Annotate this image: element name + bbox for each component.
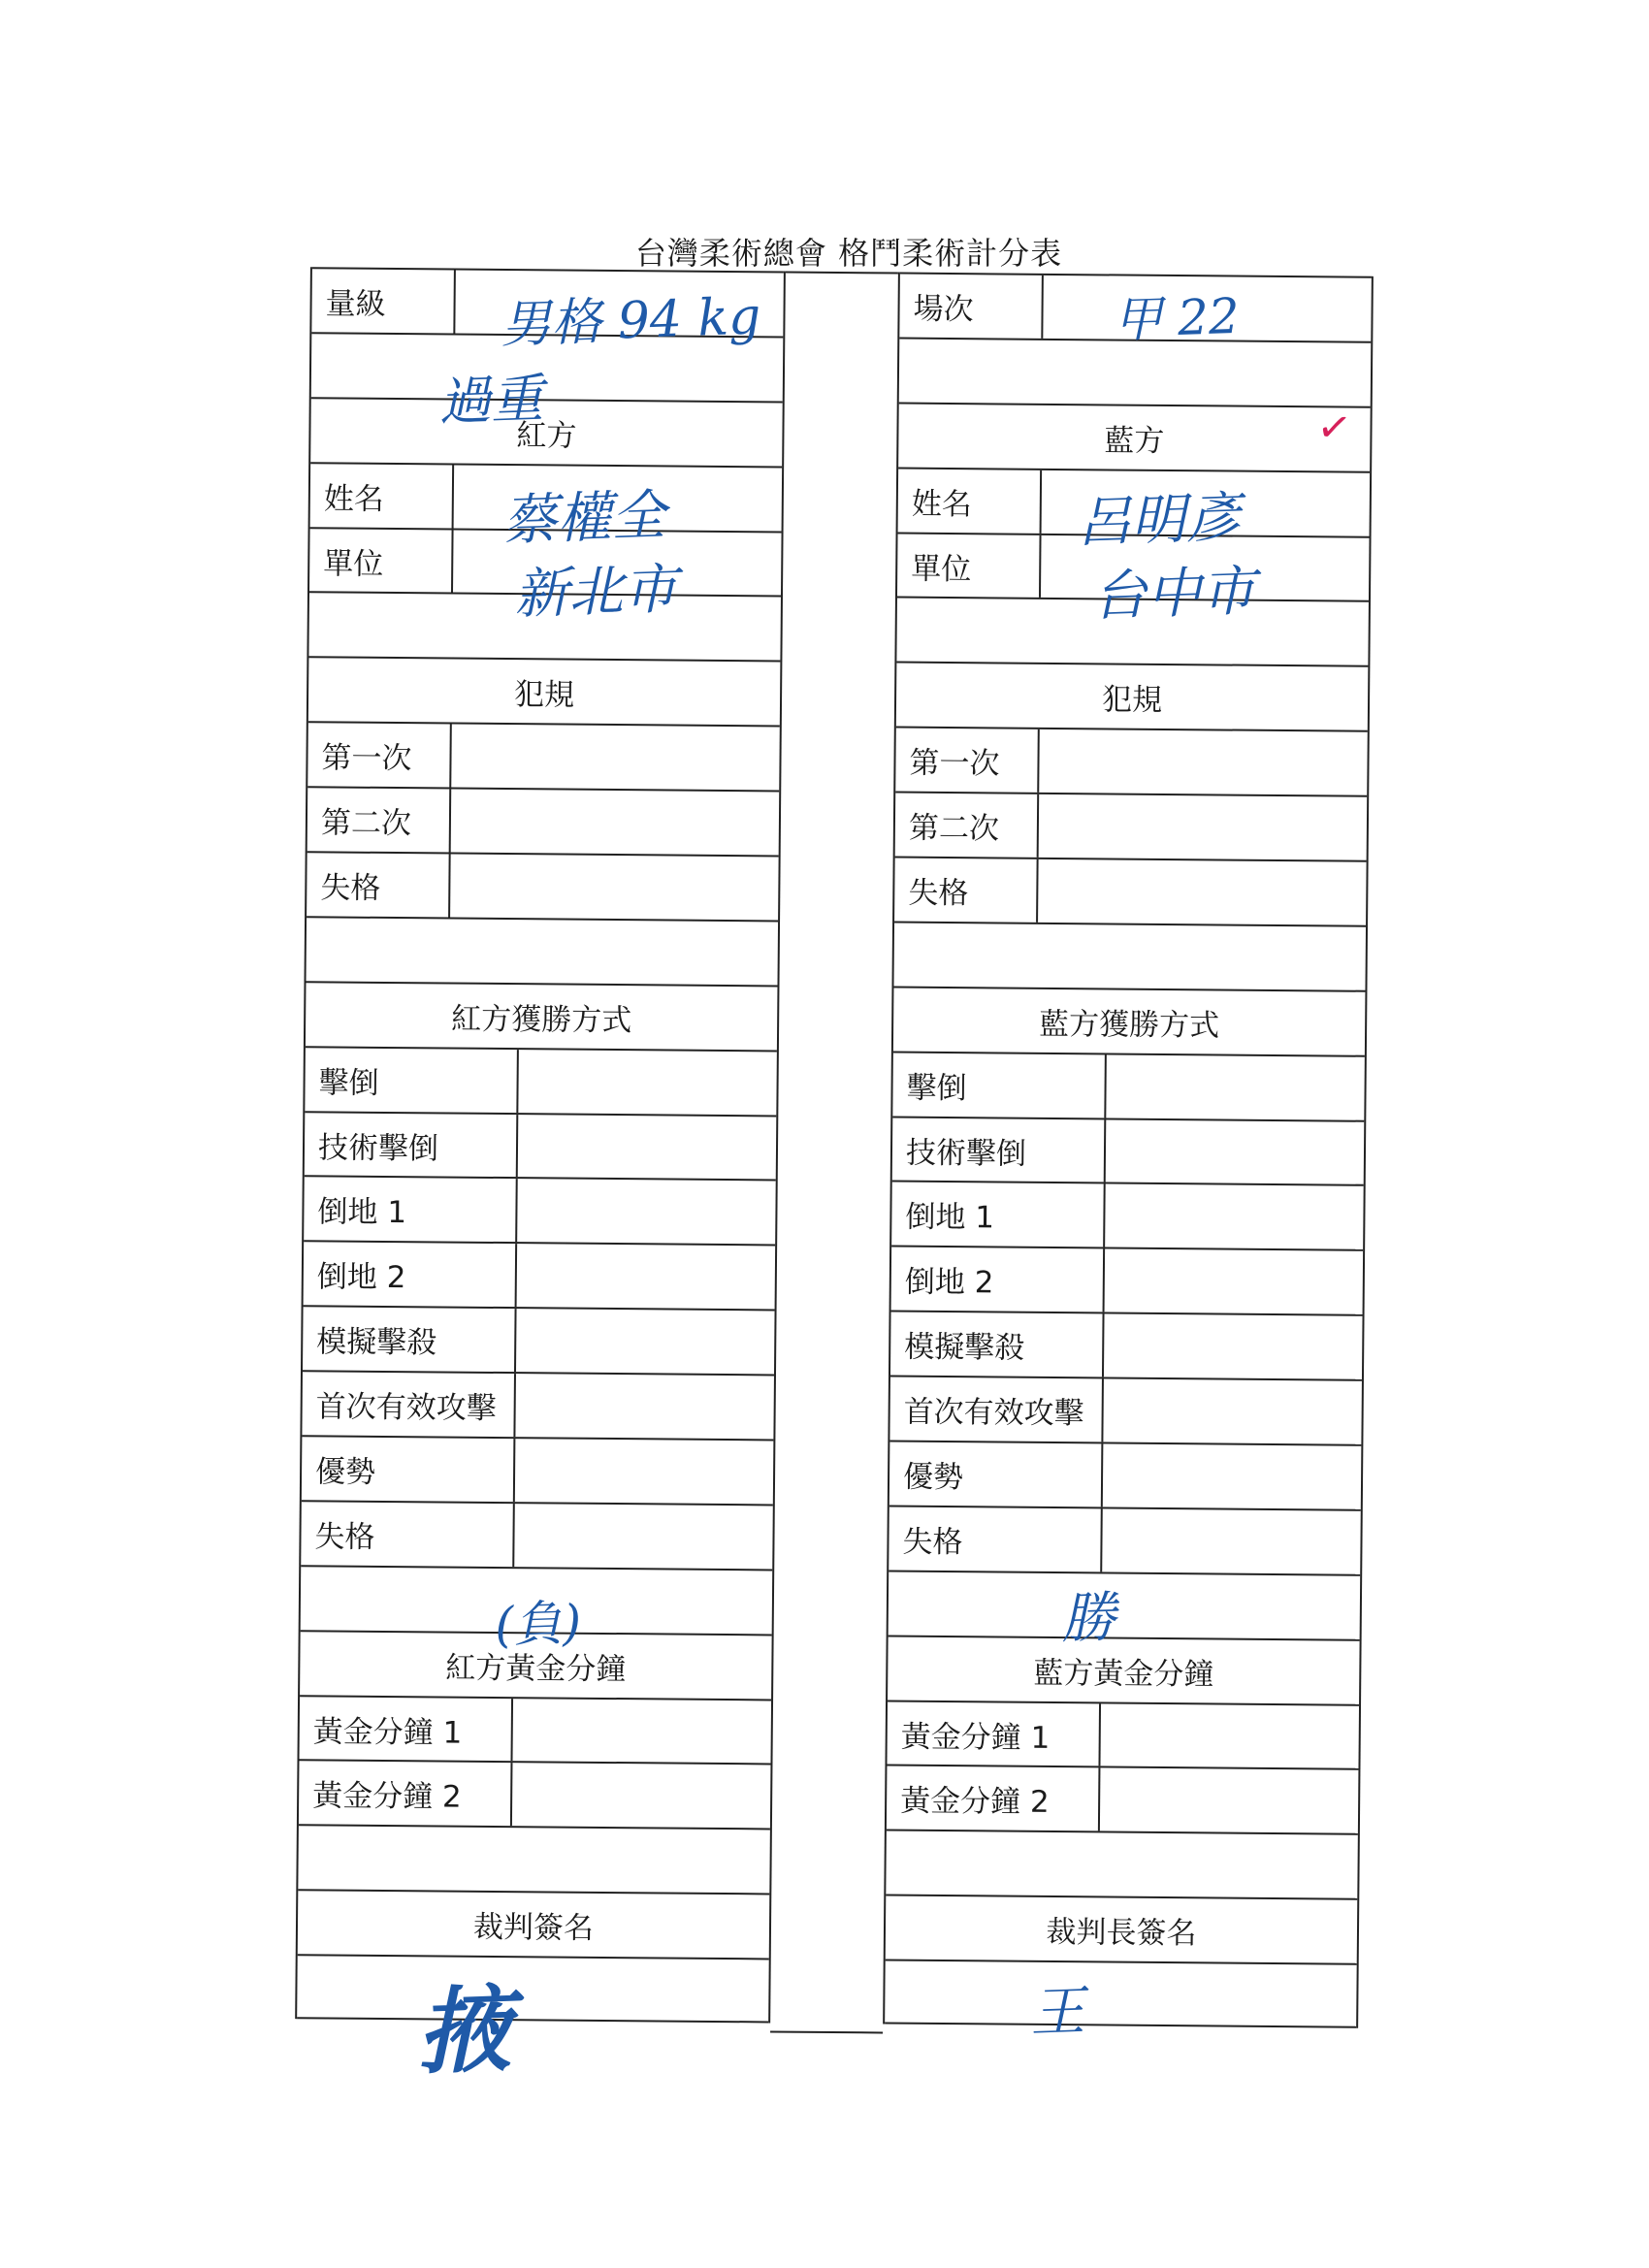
blue-golden-row: [887, 1700, 1359, 1768]
red-golden-field[interactable]: [512, 1764, 771, 1829]
handwritten-weight: 男格 94 kg: [500, 287, 762, 355]
blue-foul-row: [895, 792, 1368, 860]
blue-fouls-header: 犯規: [896, 662, 1369, 730]
foul-label: 第一次: [307, 723, 452, 787]
blue-golden-field[interactable]: [1100, 1703, 1359, 1768]
blue-win-field[interactable]: [1106, 1054, 1365, 1119]
blue-win-row: [891, 1246, 1364, 1314]
blue-foul-1-field[interactable]: [1039, 729, 1368, 795]
weight-label: 量級: [311, 269, 456, 333]
handwritten-blue-name: 呂明彥: [1076, 486, 1242, 555]
win-method-label: 失格: [889, 1507, 1103, 1571]
name-label: 姓名: [898, 469, 1043, 533]
red-fouls-header: 犯規: [308, 657, 781, 726]
foul-label: 第二次: [895, 794, 1040, 858]
red-golden-row: [299, 1760, 771, 1829]
red-win-row: [302, 1370, 774, 1439]
handwritten-blue-unit: 台中市: [1091, 560, 1257, 629]
win-method-label: 倒地 1: [304, 1178, 518, 1243]
win-method-label: 模擬擊殺: [890, 1312, 1105, 1377]
win-method-label: 擊倒: [305, 1048, 519, 1113]
blue-disqualify-field[interactable]: [1038, 859, 1367, 925]
red-win-field[interactable]: [514, 1504, 773, 1569]
red-foul-row: [307, 721, 780, 790]
golden-label: 黃金分鐘 2: [299, 1762, 513, 1827]
blank-row: [298, 1825, 770, 1894]
red-win-field[interactable]: [515, 1439, 774, 1504]
blue-win-row: [892, 1116, 1365, 1184]
blank-row: [886, 1830, 1358, 1898]
red-win-row: [303, 1305, 775, 1374]
red-win-field[interactable]: [517, 1180, 776, 1245]
center-divider: [770, 272, 898, 2034]
win-method-label: 模擬擊殺: [303, 1307, 517, 1372]
blue-win-field[interactable]: [1103, 1443, 1362, 1508]
blue-win-field[interactable]: [1103, 1379, 1362, 1444]
blue-win-row: [890, 1311, 1363, 1379]
red-foul-row: [307, 851, 779, 920]
chief-referee-sign-header: 裁判長簽名: [886, 1895, 1358, 1963]
blue-golden-header: 藍方黃金分鐘: [888, 1635, 1360, 1703]
win-method-label: 技術擊倒: [892, 1118, 1107, 1183]
win-method-label: 倒地 1: [891, 1183, 1106, 1247]
win-method-label: 失格: [301, 1502, 515, 1567]
red-win-row: [304, 1241, 776, 1310]
golden-label: 黃金分鐘 1: [887, 1701, 1101, 1766]
blue-foul-2-field[interactable]: [1039, 794, 1368, 860]
red-win-row: [305, 1111, 777, 1180]
handwritten-blue-result: 勝: [1060, 1586, 1117, 1651]
blue-win-row: [889, 1376, 1362, 1444]
foul-label: 失格: [307, 853, 451, 917]
red-disqualify-field[interactable]: [450, 855, 779, 921]
red-win-field[interactable]: [517, 1245, 776, 1310]
handwritten-red-unit: 新北市: [513, 558, 679, 627]
blue-win-row: [892, 1051, 1365, 1119]
blue-win-row: [889, 1441, 1362, 1509]
foul-label: 第一次: [895, 729, 1040, 793]
win-method-label: 優勢: [302, 1437, 516, 1502]
blue-win-field[interactable]: [1105, 1184, 1364, 1249]
win-method-label: 首次有效攻擊: [889, 1377, 1104, 1442]
blank-row: [893, 921, 1366, 989]
handwritten-red-name: 蔡權全: [501, 484, 667, 553]
blank-row: [889, 1570, 1361, 1638]
red-win-row: [305, 1046, 777, 1115]
foul-label: 第二次: [307, 788, 452, 852]
handwritten-red-result: (負): [494, 1594, 583, 1654]
unit-label: 單位: [897, 534, 1042, 598]
win-method-label: 倒地 2: [891, 1247, 1106, 1312]
blue-win-field[interactable]: [1105, 1249, 1364, 1314]
red-win-field[interactable]: [518, 1115, 777, 1180]
page-title: 台灣柔術總會 格鬥柔術計分表: [634, 235, 1063, 272]
red-win-row: [302, 1435, 774, 1504]
red-win-field[interactable]: [518, 1050, 777, 1115]
blue-foul-row: [894, 857, 1367, 925]
referee-signature: 掖: [415, 1974, 513, 2088]
red-foul-2-field[interactable]: [451, 790, 780, 856]
red-side-header: 紅方: [310, 397, 783, 466]
handwritten-match-number: 甲 22: [1113, 287, 1241, 349]
win-method-label: 擊倒: [892, 1053, 1107, 1118]
red-win-field[interactable]: [516, 1309, 775, 1374]
chief-referee-sign-row: [885, 1960, 1357, 2028]
win-method-label: 倒地 2: [304, 1243, 518, 1308]
blue-win-field[interactable]: [1102, 1508, 1361, 1573]
red-foul-row: [307, 786, 780, 855]
blue-golden-field[interactable]: [1100, 1768, 1359, 1833]
match-label: 場次: [899, 275, 1044, 339]
blue-win-header: 藍方獲勝方式: [893, 986, 1366, 1054]
referee-sign-row: [297, 1954, 769, 2023]
name-label: 姓名: [310, 464, 455, 528]
red-win-field[interactable]: [515, 1374, 774, 1439]
referee-sign-header: 裁判簽名: [298, 1889, 770, 1958]
golden-label: 黃金分鐘 1: [300, 1697, 514, 1762]
blue-foul-row: [895, 727, 1368, 795]
win-method-label: 首次有效攻擊: [302, 1372, 516, 1437]
handwritten-weight-note: 過重: [437, 368, 545, 433]
red-foul-1-field[interactable]: [451, 725, 780, 791]
red-golden-row: [300, 1695, 772, 1764]
chief-referee-signature: 王: [1029, 1980, 1086, 2045]
red-golden-header: 紅方黃金分鐘: [300, 1630, 772, 1699]
unit-label: 單位: [309, 529, 454, 593]
red-win-row: [304, 1176, 776, 1245]
blue-side-header: 藍方: [898, 402, 1371, 470]
red-golden-field[interactable]: [512, 1699, 771, 1764]
win-method-label: 優勢: [889, 1442, 1104, 1507]
blue-win-row: [889, 1505, 1361, 1573]
check-mark: ✓: [1313, 401, 1355, 454]
red-win-header: 紅方獲勝方式: [306, 981, 778, 1050]
blue-golden-row: [887, 1765, 1359, 1833]
foul-label: 失格: [894, 859, 1039, 923]
blue-win-row: [891, 1181, 1364, 1249]
red-win-row: [301, 1500, 773, 1569]
blue-win-field[interactable]: [1106, 1119, 1365, 1184]
golden-label: 黃金分鐘 2: [887, 1766, 1101, 1831]
chief-referee-sign-field[interactable]: [885, 1961, 1357, 2026]
win-method-label: 技術擊倒: [305, 1113, 519, 1178]
blank-row: [307, 916, 779, 985]
referee-sign-field[interactable]: [297, 1956, 769, 2021]
blue-win-field[interactable]: [1104, 1314, 1363, 1379]
